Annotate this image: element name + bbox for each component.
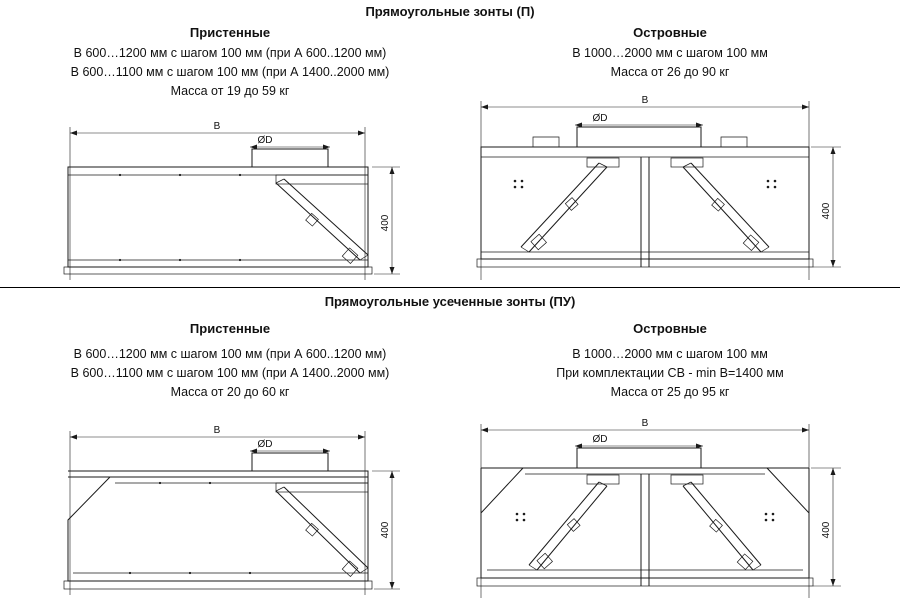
column-heading-wall-mounted-1: Пристенные bbox=[189, 25, 271, 40]
section-title-truncated: Прямоугольные усеченные зонты (ПУ) bbox=[324, 294, 576, 309]
dim-label-width-3: В bbox=[213, 425, 221, 436]
spec-line-1-1-1: В 600…1200 мм с шагом 100 мм (при А 600..1200 мм) bbox=[73, 46, 387, 60]
spec-line-2-1-1: В 600…1200 мм с шагом 100 мм (при А 600..1200 мм) bbox=[73, 347, 387, 361]
spec-line-1-2-2: Масса от 26 до 90 кг bbox=[610, 65, 730, 79]
dim-label-height-1: 400 bbox=[380, 214, 391, 232]
spec-line-1-2-1: В 1000…2000 мм с шагом 100 мм bbox=[572, 46, 768, 60]
drawing-island-rectangular bbox=[455, 85, 855, 290]
drawing-wall-mounted-truncated bbox=[40, 415, 420, 605]
section-title-rectangular: Прямоугольные зонты (П) bbox=[365, 4, 535, 19]
dim-label-height-4: 400 bbox=[821, 521, 832, 539]
dim-label-height-2: 400 bbox=[821, 202, 832, 220]
column-heading-island-1: Островные bbox=[633, 25, 707, 40]
spec-line-1-1-3: Масса от 19 до 59 кг bbox=[170, 84, 290, 98]
dim-label-width-1: В bbox=[213, 121, 221, 132]
dim-label-duct-3: ØD bbox=[257, 439, 273, 450]
drawing-island-truncated bbox=[455, 408, 855, 606]
dim-label-duct-1: ØD bbox=[257, 135, 273, 146]
column-heading-wall-mounted-2: Пристенные bbox=[189, 321, 271, 336]
column-heading-island-2: Островные bbox=[633, 321, 707, 336]
spec-line-1-1-2: В 600…1100 мм с шагом 100 мм (при А 1400..2000 мм) bbox=[70, 65, 390, 79]
dim-label-duct-2: ØD bbox=[592, 113, 608, 124]
dim-label-width-2: В bbox=[641, 95, 649, 106]
spec-line-2-2-2: При комплектации СВ - min В=1400 мм bbox=[556, 366, 784, 380]
dim-label-duct-4: ØD bbox=[592, 434, 608, 445]
drawing-wall-mounted-rectangular bbox=[40, 105, 420, 290]
spec-line-2-2-1: В 1000…2000 мм с шагом 100 мм bbox=[572, 347, 768, 361]
dim-label-width-4: В bbox=[641, 418, 649, 429]
spec-line-2-1-2: В 600…1100 мм с шагом 100 мм (при А 1400..2000 мм) bbox=[70, 366, 390, 380]
spec-line-2-1-3: Масса от 20 до 60 кг bbox=[170, 385, 290, 399]
spec-line-2-2-3: Масса от 25 до 95 кг bbox=[610, 385, 730, 399]
section-divider bbox=[0, 287, 900, 288]
dim-label-height-3: 400 bbox=[380, 521, 391, 539]
